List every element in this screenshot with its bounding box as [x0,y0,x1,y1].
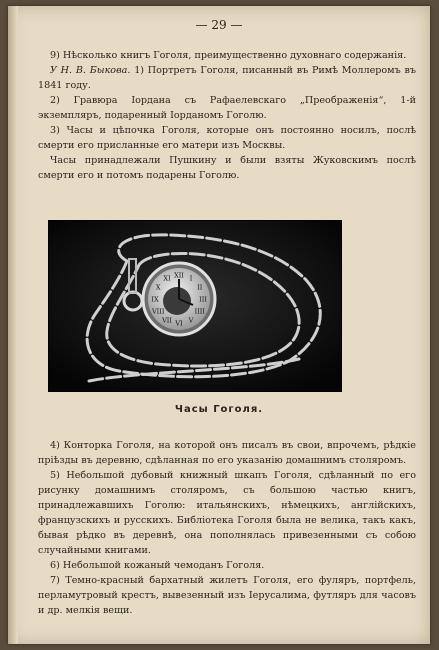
item-2-paragraph: 2) Гравюра Іордана съ Рафаелевскаго „Преображенія“, 1-й экземпляръ, подаренный Іорданомъ Гоголю. [38,95,416,121]
watch-numeral: V [188,316,194,325]
item-3-paragraph: 3) Часы и цѣпочка Гоголя, которые онъ постоянно носилъ, послѣ смерти его присланные его матери изъ Москвы. [38,125,416,151]
watch-numeral: IX [151,295,159,304]
watch-numeral: IIII [194,307,205,316]
watch-and-chain-image [49,221,341,391]
watch-numeral: I [189,274,193,283]
watch-numeral: X [155,283,161,292]
watch-numeral: VIII [151,307,165,316]
item-4-paragraph: 4) Конторка Гоголя, на которой онъ писалъ въ свои, впрочемъ, рѣдкіе пріѣзды въ деревню, сдѣланная по его указанію домашнимъ столяромъ. [38,440,416,466]
watch-photograph [48,220,342,392]
item-7-paragraph: 7) Темно-красный бархатный жилетъ Гоголя, его фуляръ, портфель, перламутровый крестъ, вывезенный изъ Іерусалима, футляръ для часовъ и др. мелкія вещи. [38,575,416,616]
page-number: — 29 — [195,18,243,32]
watch-numeral: II [197,283,203,292]
bykov-item-1-text: 1) Портретъ Гоголя, писанный въ Римѣ Моллеромъ въ 1841 году. [38,65,416,91]
book-page [8,6,430,644]
watch-numeral: VII [162,316,172,325]
page-binding-shadow [8,6,18,644]
watch-provenance-paragraph: Часы принадлежали Пушкину и были взяты Жуковскимъ послѣ смерти его и потомъ подарены Гоголю. [38,155,416,181]
bykov-item-1-paragraph [38,63,416,93]
watch-numeral: VI [175,319,183,328]
item-9-paragraph: 9) Нѣсколько книгъ Гоголя, преимущественно духовнаго содержанія. [50,50,407,61]
item-6-paragraph: 6) Небольшой кожаный чемоданъ Гоголя. [50,560,265,571]
watch-numeral: XII [174,271,184,280]
top-text-block [38,48,416,183]
watch-center-shadow [163,287,191,315]
watch-numeral: XI [163,274,171,283]
watch-numeral: III [199,295,207,304]
bottom-text-block [38,438,416,618]
item-5-paragraph: 5) Небольшой дубовый книжный шкапъ Гоголя, сдѣланный по его рисунку домашнимъ столяромъ, съ большою частью книгъ, принадлежавшихъ Гоголю: итальянскихъ, нѣмецкихъ, англійскихъ, французскихъ и русскихъ. Библіотека Гоголя была не велика, такъ какъ, бывая рѣдко въ деревнѣ, она пополнялась привезенными съ собою случайными книгами. [38,470,416,556]
bykov-heading: У Н. В. Быкова. [50,65,131,76]
figure-caption: Часы Гоголя. [174,404,264,415]
